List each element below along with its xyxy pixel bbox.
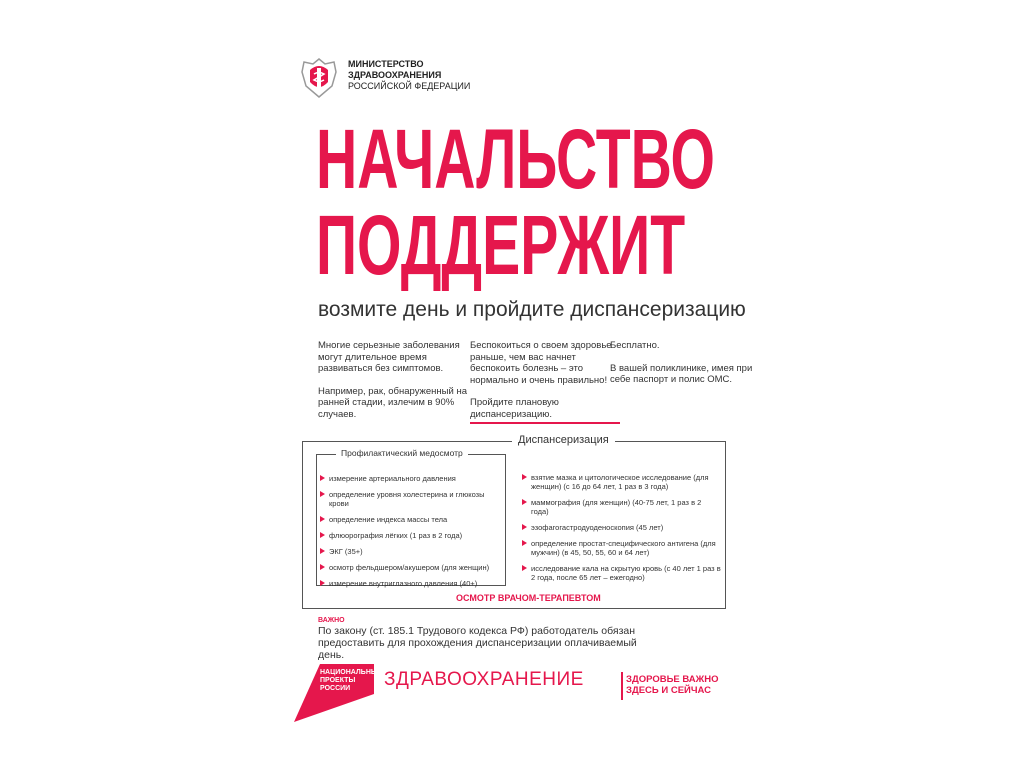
list-item: осмотр фельдшером/акушером (для женщин)	[319, 563, 504, 572]
dispensarization-list	[521, 473, 721, 589]
col3-paragraph-1: Бесплатно.	[610, 340, 660, 351]
slogan-line-1: ЗДОРОВЬЕ ВАЖНО	[626, 674, 719, 685]
list-item: ЭКГ (35+)	[319, 547, 504, 556]
slogan-line-2: ЗДЕСЬ И СЕЙЧАС	[626, 685, 712, 696]
list-item: флюорография лёгких (1 раз в 2 года)	[319, 531, 504, 540]
list-item: измерение внутриглазного давления (40+)	[319, 579, 504, 588]
list-item: определение индекса массы тела	[319, 515, 504, 524]
national-projects-text	[320, 669, 383, 693]
slogan-divider	[621, 672, 623, 700]
ministry-line-3: РОССИЙСКОЙ ФЕДЕРАЦИИ	[348, 81, 471, 91]
list-item: исследование кала на скрытую кровь (с 40 лет 1 раз в 2 года, после 65 лет – ежегодно)	[521, 564, 721, 582]
project-name: ЗДРАВООХРАНЕНИЕ	[384, 669, 584, 690]
np-line-2: ПРОЕКТЫ	[320, 677, 356, 684]
important-text: По закону (ст. 185.1 Трудового кодекса РФ) работодатель обязан предоставить для прохождения диспансеризации оплачиваемый день.	[318, 625, 637, 661]
col2-paragraph-2: Пройдите плановую диспансеризацию.	[470, 397, 620, 424]
list-item: определение простат-специфического антигена (для мужчин) (в 45, 50, 55, 60 и 64 лет)	[521, 539, 721, 557]
list-item: маммография (для женщин) (40-75 лет, 1 раз в 2 года)	[521, 498, 721, 516]
ministry-line-2: ЗДРАВООХРАНЕНИЯ	[348, 70, 442, 80]
info-column-3	[610, 340, 760, 397]
checkup-list	[319, 474, 504, 595]
col1-paragraph-2: Например, рак, обнаруженный на ранней стадии, излечим в 90% случаев.	[318, 385, 467, 420]
slogan	[626, 674, 718, 696]
col1-paragraph-1: Многие серьезные заболевания могут длительное время развиваться без симптомов.	[318, 340, 460, 374]
headline-line-2: ПОДДЕРЖИТ	[316, 198, 686, 292]
info-column-2	[470, 340, 620, 435]
ministry-line-1: МИНИСТЕРСТВО	[348, 59, 424, 69]
np-line-3: РОССИИ	[320, 685, 351, 692]
list-item: взятие мазка и цитологическое исследование (для женщин) (с 16 до 64 лет, 1 раз в 3 года)	[521, 473, 721, 491]
headline	[316, 112, 715, 292]
headline-line-1: НАЧАЛЬСТВО	[316, 112, 715, 206]
important-label: ВАЖНО	[318, 617, 345, 624]
col3-paragraph-2: В вашей поликлинике, имея при себе паспорт и полис ОМС.	[610, 362, 753, 385]
np-line-1: НАЦИОНАЛЬНЫЕ	[320, 669, 383, 676]
ministry-name	[348, 59, 470, 92]
dispensarization-title: Диспансеризация	[512, 434, 615, 446]
therapist-exam-label: ОСМОТР ВРАЧОМ-ТЕРАПЕВТОМ	[450, 593, 607, 603]
list-item: эзофагогастродуоденоскопия (45 лет)	[521, 523, 721, 532]
headline-subline: возмите день и пройдите диспансеризацию	[318, 298, 746, 321]
info-column-1	[318, 340, 468, 431]
medical-checkup-title: Профилактический медосмотр	[336, 448, 468, 458]
list-item: определение уровня холестерина и глюкозы крови	[319, 490, 504, 508]
col2-paragraph-1: Беспокоиться о своем здоровье раньше, чем вас начнет беспокоить болезнь – это нормально и очень правильно!	[470, 340, 612, 386]
list-item: измерение артериального давления	[319, 474, 504, 483]
ministry-emblem-icon	[298, 56, 340, 100]
